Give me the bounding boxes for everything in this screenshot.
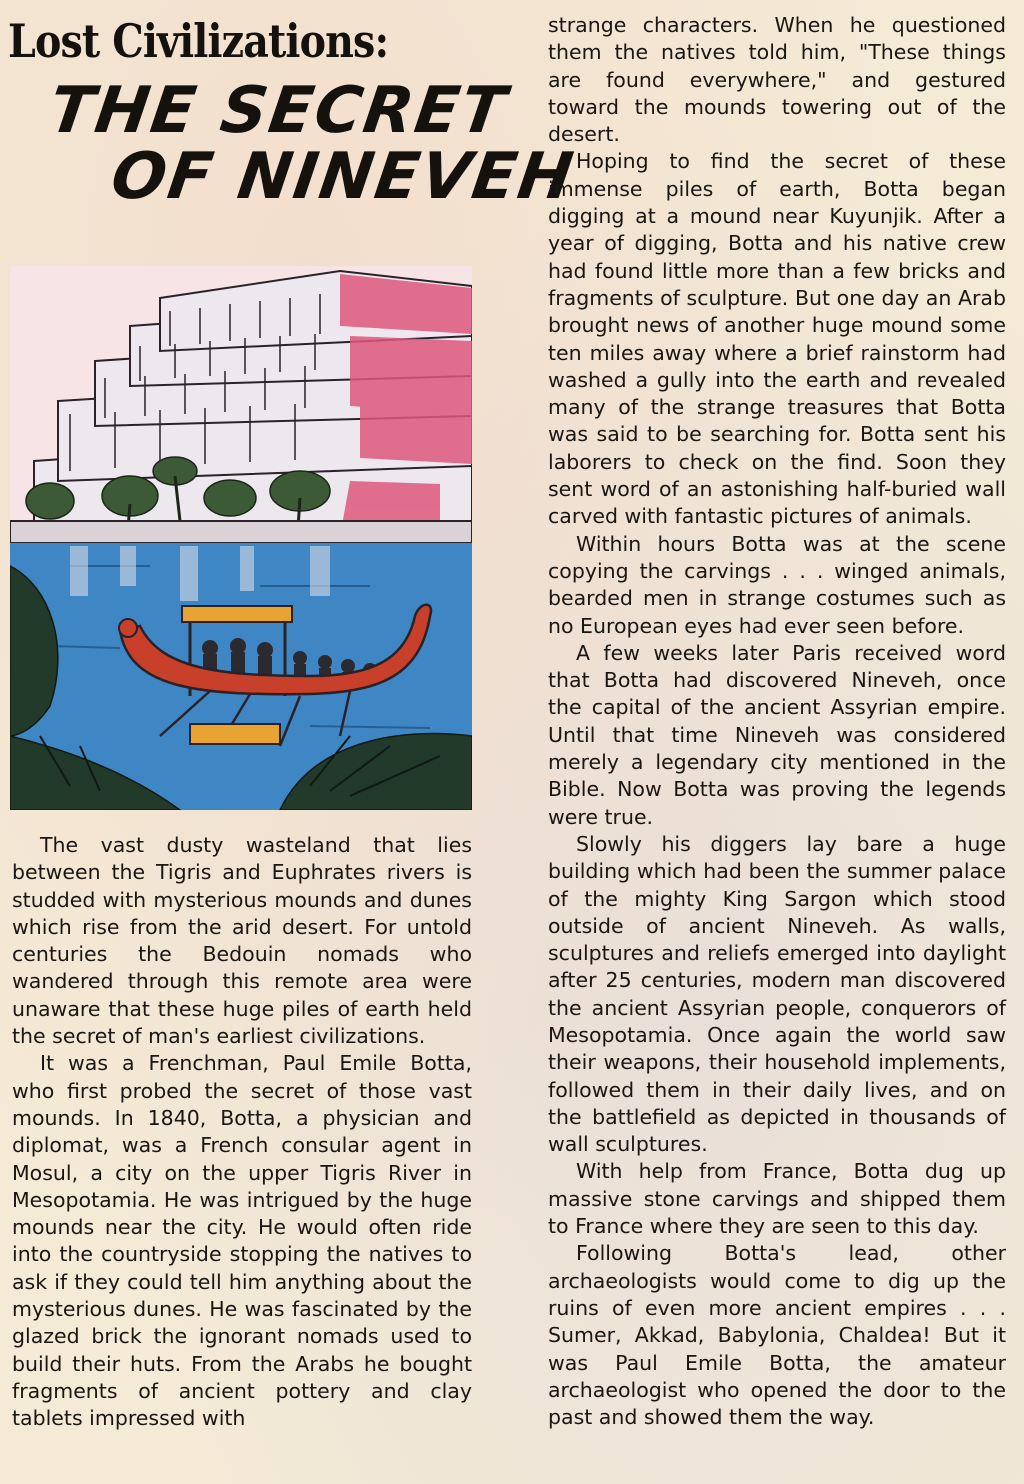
article-title-line-1: THE SECRET bbox=[44, 74, 512, 148]
article-title-line-2: OF NINEVEH bbox=[106, 140, 580, 214]
nineveh-palace-illustration bbox=[10, 266, 472, 810]
article-paragraph-continuation: strange characters. When he questioned them the natives told him, "These things are found everywhere," and gestured toward the mounds towering out of the desert. bbox=[548, 13, 1006, 147]
article-paragraph: Slowly his diggers lay bare a huge building which had been the summer palace of the mighty King Sargon which stood outside of ancient Nineveh. As walls, sculptures and reliefs emerged into daylight after 25 centuries, modern man discovered the ancient Assyrian people, conquerors of Mesopotamia. Once again the world saw their weapons, their household implements, followed them in their daily lives, and on the battlefield as depicted in thousands of wall sculptures. bbox=[548, 831, 1006, 1157]
article-paragraph: Hoping to find the secret of these immense piles of earth, Botta began digging at a mound near Kuyunjik. After a year of digging, Botta and his native crew had found little more than a few bricks and fragments of sculpture. But one day an Arab brought news of another huge mound some ten miles away where a brief rainstorm had washed a gully into the earth and revealed many of the strange treasures that Botta was said to be searching for. Botta sent his laborers to check on the find. Soon they sent word of an astonishing half-buried wall carved with fantastic pictures of animals. bbox=[548, 149, 1006, 529]
article-column-right bbox=[548, 12, 1006, 1431]
article-paragraph: A few weeks later Paris received word that Botta had discovered Nineveh, once the capital of the ancient Assyrian empire. Until that time Nineveh was considered merely a legendary city mentioned in the Bible. Now Botta was proving the legends were true. bbox=[548, 640, 1006, 829]
article-paragraph: Following Botta's lead, other archaeologists would come to dig up the ruins of even more ancient empires . . . Sumer, Akkad, Babylonia, Chaldea! But it was Paul Emile Botta, the amateur archaeologist who opened the door to the past and showed them the way. bbox=[548, 1241, 1006, 1430]
article-paragraph: With help from France, Botta dug up massive stone carvings and shipped them to France where they are seen to this day. bbox=[548, 1159, 1006, 1239]
article-column-left bbox=[12, 832, 472, 1433]
ziggurat-palace-river-boat-illustration bbox=[10, 266, 472, 810]
article-paragraph: The vast dusty wasteland that lies between the Tigris and Euphrates rivers is studded with mysterious mounds and dunes which rise from the arid desert. For untold centuries the Bedouin nomads who wandered through this remote area were unaware that these huge piles of earth held the secret of man's earliest civilizations. bbox=[12, 833, 472, 1049]
series-title: Lost Civilizations: bbox=[8, 14, 389, 68]
article-paragraph: Within hours Botta was at the scene copying the carvings . . . winged animals, bearded men in strange costumes such as no European eyes had ever seen before. bbox=[548, 531, 1006, 638]
article-paragraph: It was a Frenchman, Paul Emile Botta, who first probed the secret of those vast mounds. In 1840, Botta, a physician and diplomat, was a French consular agent in Mosul, a city on the upper Tigris River in Mesopotamia. He was intrigued by the huge mounds near the city. He would often ride into the countryside stopping the natives to ask if they could tell him anything about the mysterious dunes. He was fascinated by the glazed brick the ignorant nomads used to build their huts. From the Arabs he bought fragments of ancient pottery and clay tablets impressed with bbox=[12, 1051, 472, 1431]
